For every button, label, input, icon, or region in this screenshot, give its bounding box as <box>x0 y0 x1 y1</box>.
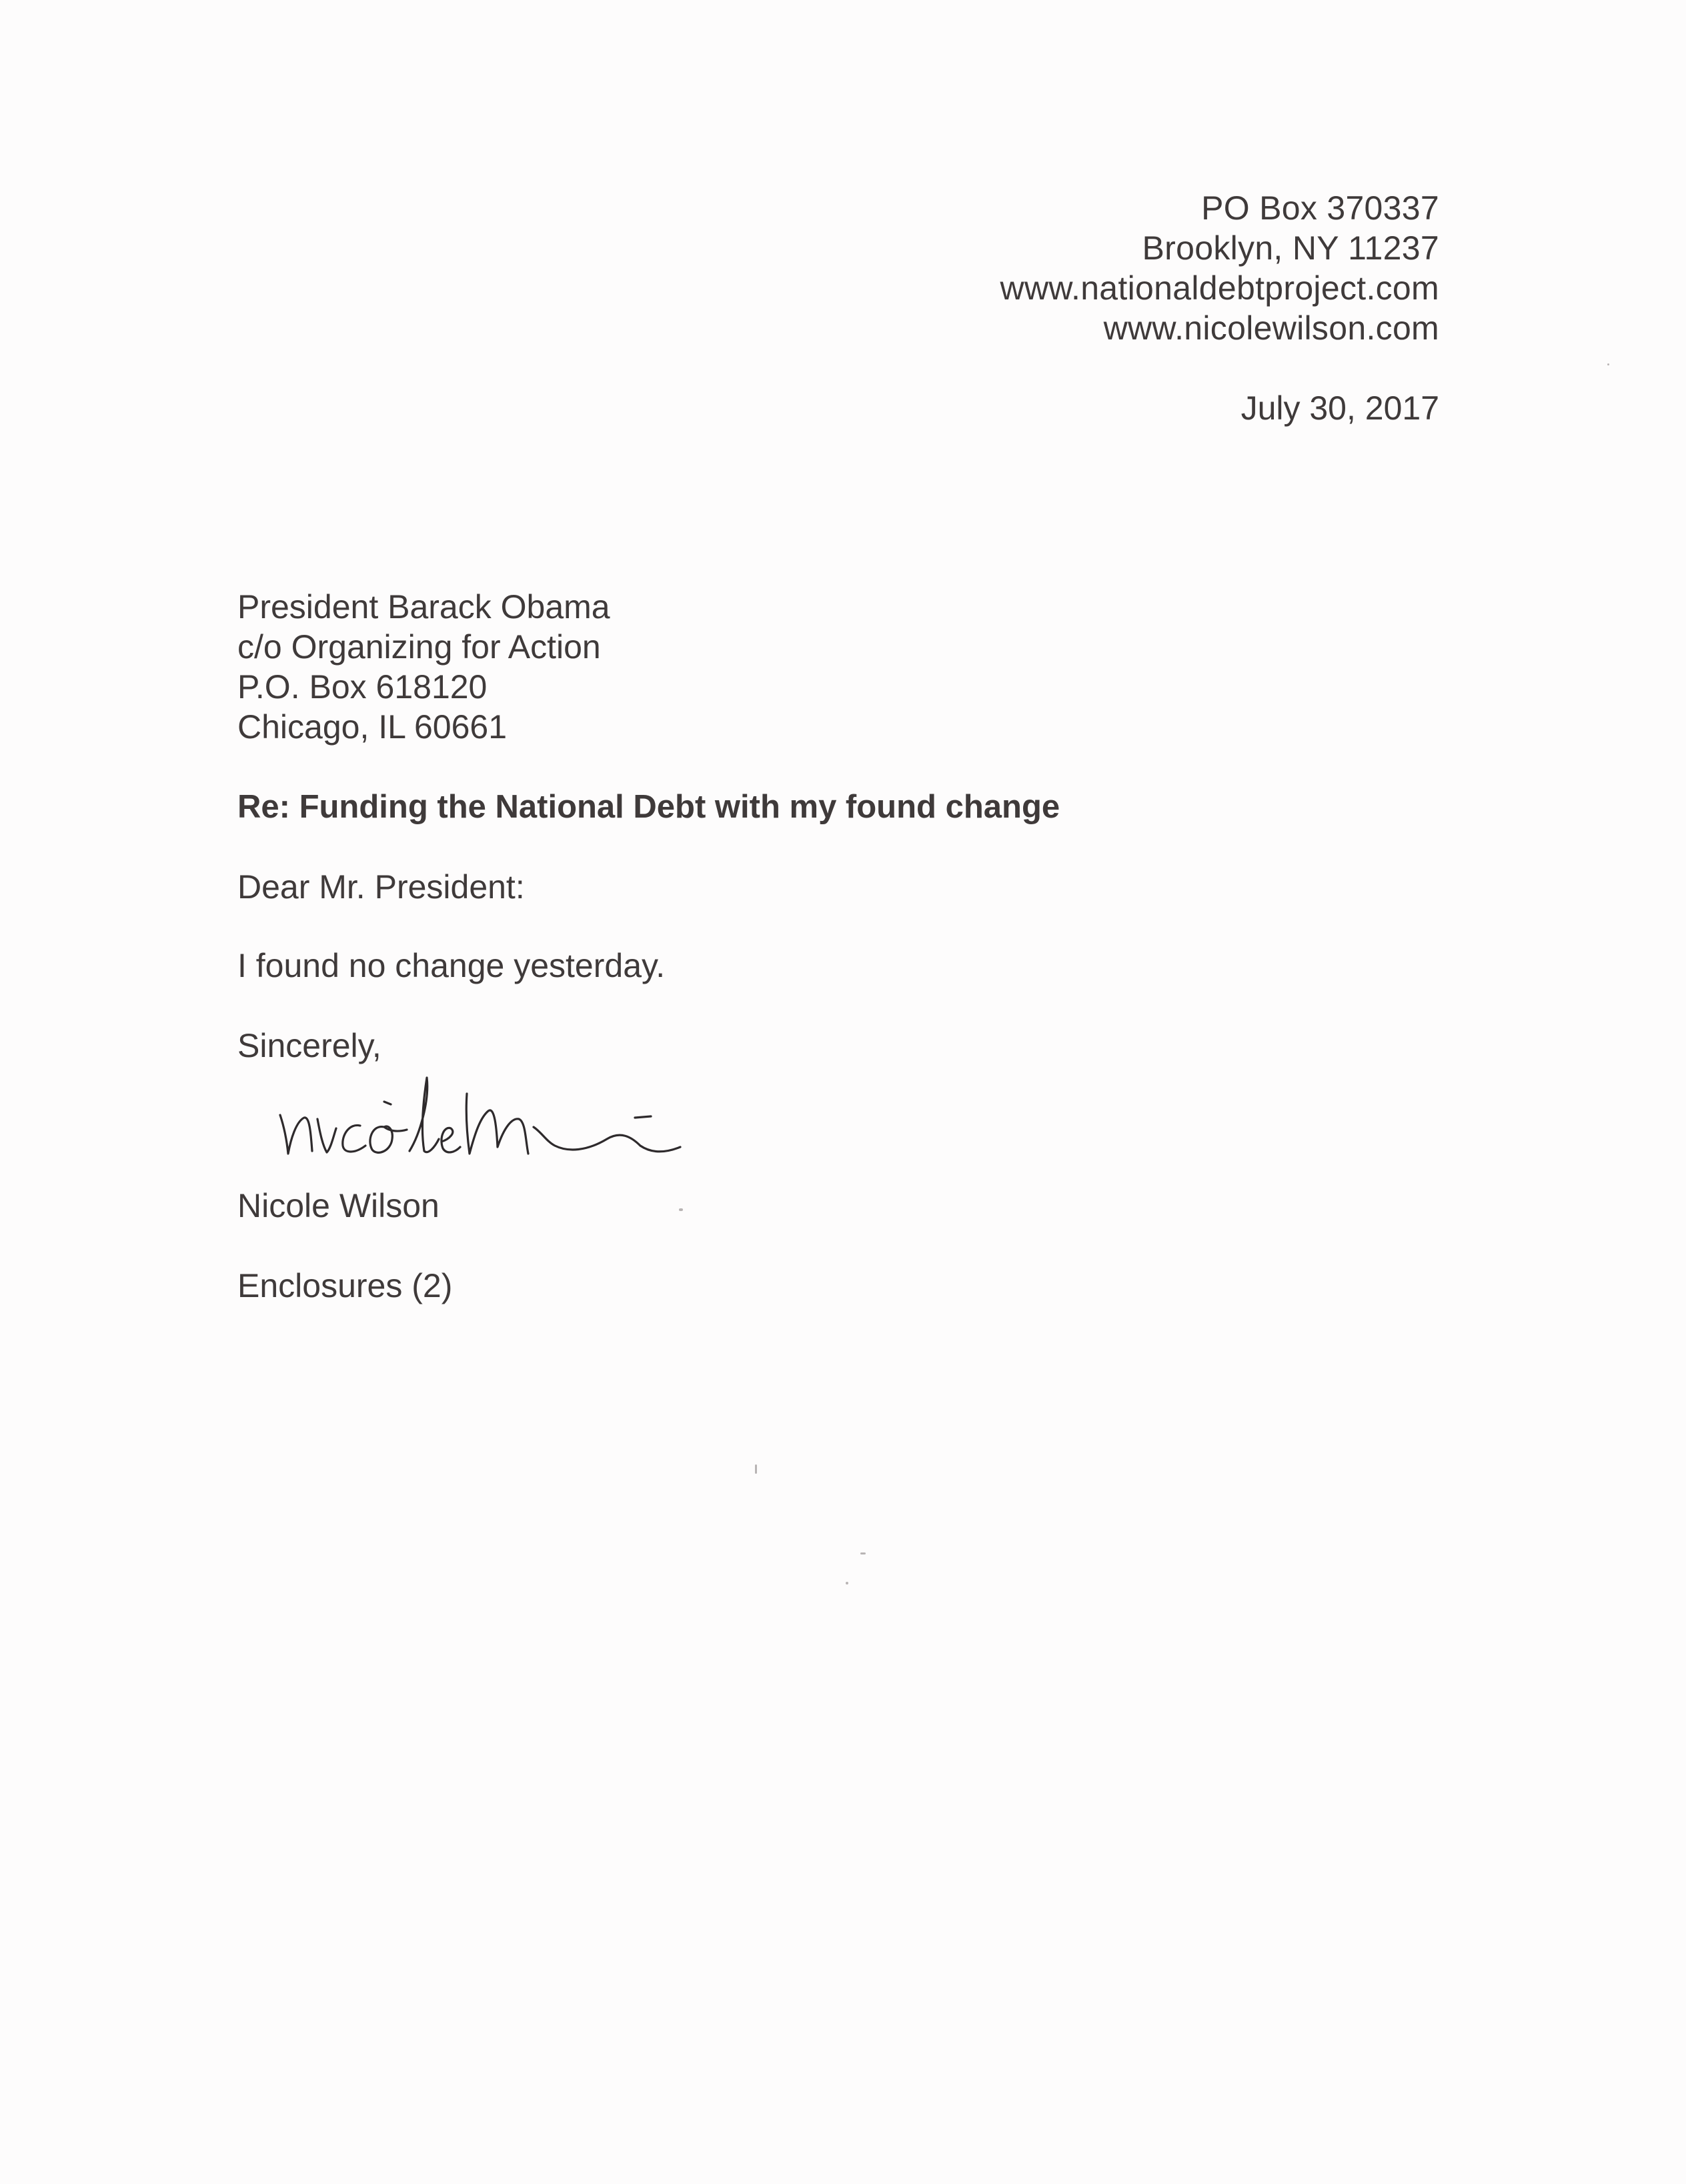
enclosures-note: Enclosures (2) <box>237 1267 453 1304</box>
handwritten-signature-icon <box>267 1054 707 1167</box>
letter-date: July 30, 2017 <box>1240 389 1439 427</box>
scan-speck <box>755 1464 757 1474</box>
scan-speck <box>846 1582 848 1584</box>
letter-body: I found no change yesterday. <box>237 947 666 984</box>
recipient-name: President Barack Obama <box>237 588 610 626</box>
scan-speck <box>860 1552 866 1554</box>
recipient-city-state-zip: Chicago, IL 60661 <box>237 708 508 746</box>
recipient-care-of: c/o Organizing for Action <box>237 628 601 666</box>
subject-line: Re: Funding the National Debt with my found change <box>237 789 1060 825</box>
recipient-address-block <box>237 587 610 747</box>
sender-address-block <box>1000 188 1439 348</box>
recipient-po-box: P.O. Box 618120 <box>237 668 488 706</box>
sender-po-box: PO Box 370337 <box>1201 189 1439 227</box>
sender-website-national-debt: www.nationaldebtproject.com <box>1000 269 1439 307</box>
sender-website-personal: www.nicolewilson.com <box>1103 309 1439 347</box>
scan-speck <box>1607 363 1609 365</box>
signer-name: Nicole Wilson <box>237 1187 440 1224</box>
closing: Sincerely, <box>237 1027 381 1064</box>
scan-speck <box>679 1208 683 1211</box>
salutation: Dear Mr. President: <box>237 868 525 906</box>
sender-city-state-zip: Brooklyn, NY 11237 <box>1142 229 1439 267</box>
